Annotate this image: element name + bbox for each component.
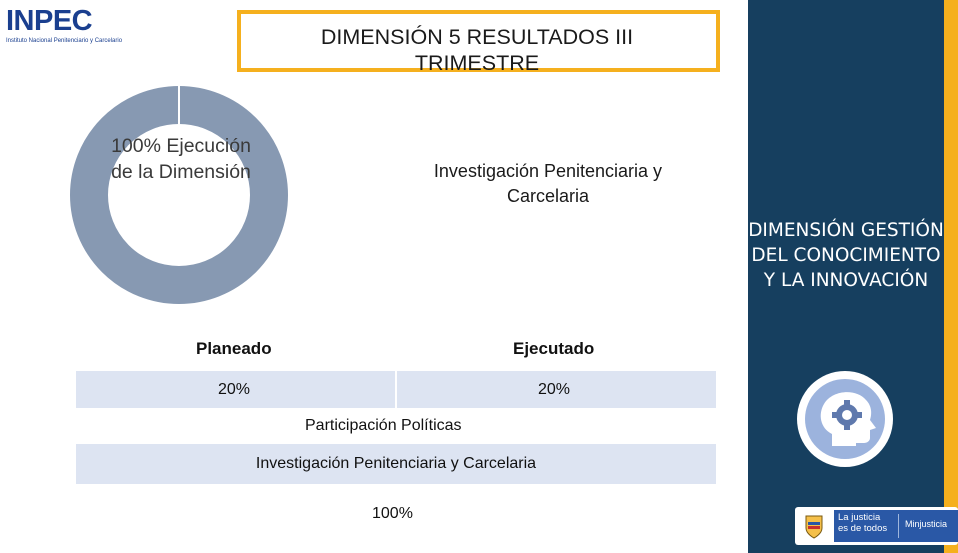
executed-value: 20% — [538, 381, 571, 398]
footer-ministry: Minjusticia — [905, 519, 948, 529]
dimension-subtitle: Investigación Penitenciaria y Carcelaria — [433, 161, 663, 206]
footer-divider — [898, 514, 899, 538]
logo-name: INPEC — [6, 5, 93, 37]
executed-header: Ejecutado — [513, 339, 595, 358]
head-gear-icon — [794, 368, 896, 470]
planned-value: 20% — [218, 381, 251, 398]
inpec-logo — [6, 6, 136, 48]
sidebar-accent-stripe — [944, 0, 958, 553]
sidebar-title: DIMENSIÓN GESTIÓN DEL CONOCIMIENTO Y LA INNOVACIÓN — [748, 220, 944, 291]
colombia-seal-icon — [798, 510, 830, 542]
policy-value: 100% — [372, 505, 413, 522]
footer-slogan-line1: La justicia — [838, 512, 881, 523]
footer-slogan-line2: es de todos — [838, 523, 888, 534]
page-title: DIMENSIÓN 5 RESULTADOS III TRIMESTRE — [320, 25, 634, 75]
footer-slogan — [838, 512, 887, 534]
donut-label: 100% Ejecución de la Dimensión — [111, 135, 251, 183]
donut-ring — [89, 105, 269, 285]
participation-label: Participación Políticas — [305, 417, 462, 434]
row-divider — [395, 371, 397, 408]
logo-subtitle: Instituto Nacional Penitenciario y Carcelario — [6, 38, 123, 44]
planned-header: Planeado — [196, 339, 272, 358]
execution-donut — [68, 84, 290, 306]
policy-row-label: Investigación Penitenciaria y Carcelaria — [255, 455, 537, 472]
